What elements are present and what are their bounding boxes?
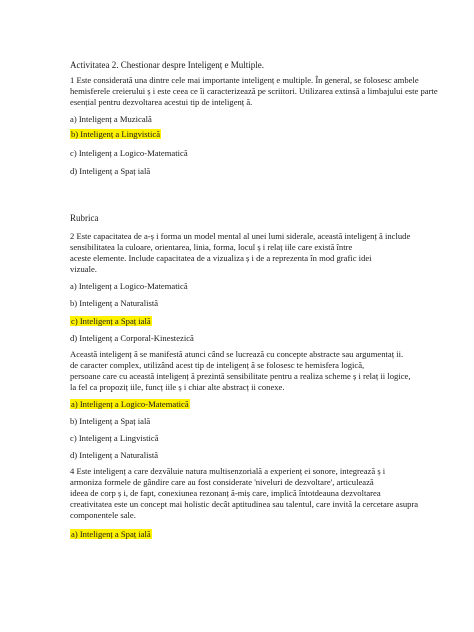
question-2-text-line: aceste elemente. Include capacitatea de a vizualiza ș i de a reprezenta în mod grafic idei [70,253,372,263]
question-2-option-c-highlighted: c) Inteligenț a Spaț ială [71,316,151,326]
question-4-option-a-highlighted: a) Inteligenț a Spaț ială [71,529,151,539]
question-2-option-d: d) Inteligenț a Corporal-Kinestezică [70,333,194,343]
question-3-option-b: b) Inteligenț a Spaț ială [70,416,151,426]
question-4-text-line: componentele sale. [70,510,136,520]
question-4-text-line: armoniza formele de gândire care au fost considerate 'niveluri de dezvoltare', articulează [70,477,374,487]
question-3-option-c: c) Inteligenț a Lingvistică [70,433,159,443]
question-1-option-c: c) Inteligenț a Logico-Matematică [70,148,188,158]
question-2-text-line: 2 Este capacitatea de a-ș i forma un model mental al unei lumi siderale, această inteligenț ă include [70,231,411,241]
question-3-option-a-highlighted: a) Inteligenț a Logico-Matematică [71,399,189,409]
question-1-option-a: a) Inteligenț a Muzicală [70,114,152,124]
question-1-option-d: d) Inteligenț a Spaț ială [70,166,151,176]
question-3-text-line: persoane care cu această inteligenț ă prezintă sensibilitate pentru a realiza scheme ș i relaț ii logice, [70,371,411,381]
document-title: Activitatea 2. Chestionar despre Inteligenț e Multiple. [70,60,264,70]
question-1-text-line: hemisferele creierului ș i este ceea ce îi caracterizează pe scriitori. Utilizarea extinsă a limbajului este parte [70,86,438,96]
question-3-option-d: d) Inteligenț a Naturalistă [70,450,159,460]
question-3-text-line: la fel ca propoziț iile, funcț iile ș i chiar alte abstracț ii conexe. [70,382,285,392]
rubric-heading: Rubrica [70,213,99,223]
question-1-text-line: esențial pentru dezvoltarea acestui tip de inteligenț ă. [70,97,253,107]
question-3-text-line: Această inteligenț ă se manifestă atunci când se lucrează cu concepte abstracte sau argumentaț ii. [70,349,404,359]
question-1-option-b-highlighted: b) Inteligenț a Lingvistică [71,129,161,139]
question-2-option-b: b) Inteligenț a Naturalistă [70,298,159,308]
question-4-text-line: ideea de corp ș i, de fapt, conexiunea rezonanț ă-miș care, implică întotdeauna dezvoltarea [70,488,381,498]
question-1-text-line: 1 Este considerată una dintre cele mai importante inteligenț e multiple. În general, se folosesc ambele [70,75,419,85]
question-2-option-a: a) Inteligenț a Logico-Matematică [70,281,188,291]
question-2-text-line: vizuale. [70,264,97,274]
question-3-text-line: de caracter complex, utilizând acest tip de inteligenț ă se folosesc te hemisfera logică, [70,360,365,370]
question-4-text-line: creativitatea este un concept mai holistic decât aptitudinea sau talentul, care invită la cercetare asupra [70,499,419,509]
question-2-text-line: sensibilitatea la culoare, orientarea, linia, forma, locul ș i relaț iile care există între [70,242,353,252]
question-4-text-line: 4 Este inteligenț a care dezvăluie natura multisenzorială a experienț ei sonore, integrează ș i [70,466,386,476]
